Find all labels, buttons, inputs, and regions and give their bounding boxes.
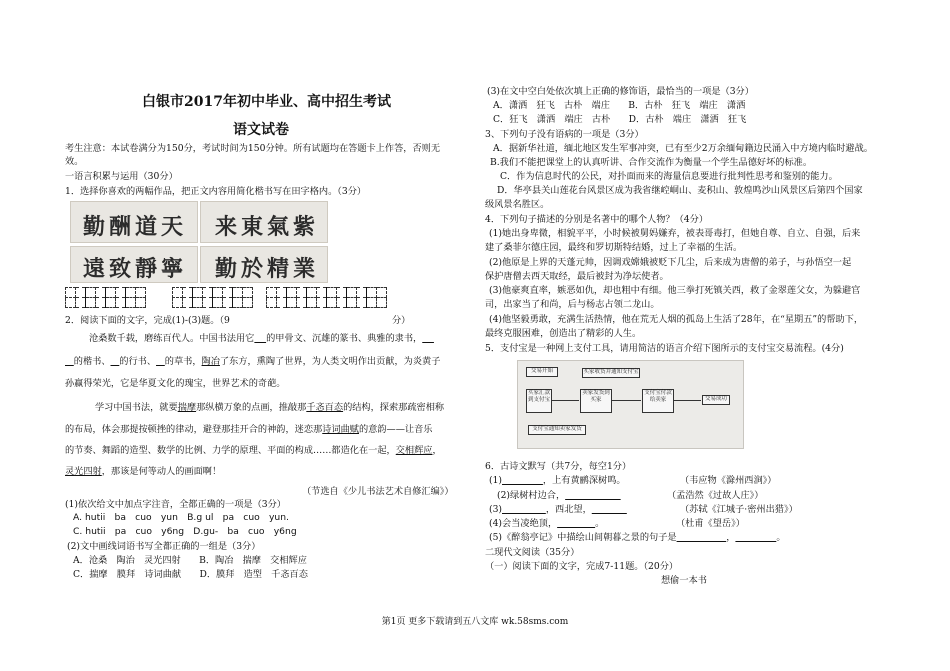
question-6-3-source: （苏轼《江城子·密州出猎》） [680,504,798,515]
question-6-2-source: （孟浩然《过故人庄》） [667,490,764,501]
section-1-heading: 一语言积累与运用（30分） [65,171,178,182]
question-3-option-a: A．据新华社道，缅北地区发生军事冲突，已有至少2万余缅甸籍边民涌入中方境内临时避战。 [493,143,873,154]
reading-1-heading: （一）阅读下面的文字，完成7-11题。（20分） [485,561,679,572]
calligraphy-text-4: 勤於精業 [215,256,320,282]
calligraphy-text-1: 勤酬道天 [83,214,188,240]
flow-arrow-1 [551,400,579,401]
question-3: 3、下列句子没有语病的一项是（3分） [485,129,644,140]
question-6-1: (1) ，上有黄鹂深树鸣。 [489,475,626,486]
alipay-flow-diagram [517,360,744,449]
question-2-1: (1)依次给文中加点字注音，全都正确的一项是（3分） [65,499,286,510]
question-4-1a: (1)她出身卑微，相貌平平，小时候被舅妈嫌弃，被表哥毒打，但她自尊、自立、自强，后来 [489,228,861,239]
question-6-1-source: （韦应物《滁州西涧》） [680,475,777,486]
question-3-option-d-1: D．华亭县关山莲花台风景区成为我省继崆峒山、麦积山、敦煌鸣沙山风景区后第四个国家 [497,185,863,196]
question-1: 1．选择你喜欢的两幅作品，把正文内容用简化楷书写在田字格内。（3分） [65,186,367,197]
section-2-heading: 二现代文阅读（35分） [485,547,580,558]
question-4: 4．下列句子描述的分别是名著中的哪个人物？（4分） [485,214,709,225]
calligraphy-image-4 [200,246,328,283]
passage-line-2: 的楷书、 的行书、 的草书，陶冶了东方，熏陶了世界，为人类文明作出贡献，为炎黄子 [73,356,441,367]
question-2-intro-tail: 分） [392,315,411,326]
question-2-3-options-ab: A．潇洒 狂飞 古朴 端庄 B．古朴 狂飞 端庄 潇洒 [493,100,746,111]
question-6: 6．古诗文默写（共7分，每空1分） [485,461,632,472]
exam-subtitle: 语文试卷 [233,122,289,138]
notice-line-2: 效。 [65,156,84,167]
passage-line-7: 灵光四射，那该是何等动人的画面啊！ [65,466,222,477]
question-2-2: (2)文中画线词语书写全都正确的一组是（3分） [67,541,261,552]
calligraphy-text-3: 遠致靜寧 [83,256,188,282]
question-4-1b: 建了桑菲尔德庄园，最终和罗切斯特结婚，过上了幸福的生活。 [485,242,743,253]
writing-grid-middle[interactable] [172,287,253,308]
question-3-option-b: B.我们不能把课堂上的认真听讲、合作交流作为衡量一个学生品德好坏的标准。 [490,157,813,168]
notice-line-1: 考生注意：本试卷满分为150分，考试时间为150分钟。所有试题均在答题卡上作答，否则无 [65,143,441,154]
question-6-5: (5)《醉翁亭记》中描绘山间朝暮之景的句子是 ， 。 [489,532,786,543]
question-4-2a: (2)他原是上界的天蓬元帅，因调戏嫦娥被贬下几尘，后来成为唐僧的弟子，与孙悟空一起 [489,257,852,268]
passage-source: （节选自《少儿书法艺术自修汇编》） [302,486,454,497]
question-6-4: (4)会当凌绝顶， 。 [489,518,605,529]
flow-confirm: 买家收货并通知支付宝 [582,368,640,378]
flow-arrow-3 [673,400,701,401]
flow-done: 交易成功 [702,395,730,405]
question-6-4-source: （杜甫《望岳》） [676,518,745,529]
flow-ship: 卖家发货到买家 [580,389,612,413]
question-4-2b: 保护唐僧去西天取经，最后被封为净坛使者。 [485,271,669,282]
question-2-3-options-cd: C．狂飞 潇洒 端庄 古朴 D．古朴 端庄 潇洒 狂飞 [493,114,747,125]
question-4-3b: 司，出家当了和尚，后与杨志占领二龙山。 [485,299,660,310]
question-6-3: (3) ，西北望， [489,504,592,515]
flow-start: 交易开始 [526,367,558,377]
passage-line-5: 的布局，体会那提按顿挫的律动，避登那挂开合的神韵，迷恋那诗词曲赋的意韵——让音乐 [65,424,433,435]
question-6-2: (2)绿树村边合， [497,490,566,501]
flow-buyer-pay: 买家汇款到支付宝 [526,389,552,413]
question-3-option-c: C．作为信息时代的公民，对扑面而来的海量信息要进行批判性思考和鉴别的能力。 [500,171,838,182]
question-2-2-options-ab: A．沧桑 陶治 灵光四射 B．陶冶 揣摩 交相辉应 [73,555,307,566]
question-3-option-d-2: 级风景名胜区。 [485,199,550,210]
passage-line-6: 的节奏、舞蹈的造型、数学的比例、力学的原理、平面的构成……都造化在一起，交相辉应， [65,445,442,456]
question-2-3: (3)在文中空白处依次填上正确的修饰语，最恰当的一项是（3分） [487,86,754,97]
question-4-3a: (3)他豪爽直率，嫉恶如仇，却也粗中有细。他三拳打死镇关西，救了金翠莲父女，为躲避官 [489,285,861,296]
question-2-1-options-ab: A. hutii ba cuo yun B.g ul pa cuo yun. [73,512,289,523]
calligraphy-image-1 [70,201,198,243]
question-2-intro: 2．阅读下面的文字，完成(1)-(3)题。（9 [65,315,230,326]
question-4-4a: (4)他坚毅勇敢，充满生活热情，他在荒无人烟的孤岛上生活了28年，在“星期五”的帮助下， [489,314,864,325]
passage-line-3: 孙赢得荣光，它是华夏文化的瑰宝，世界艺术的奇葩。 [65,378,286,389]
passage-line-4: 学习中国书法，就要揣摩那纵横万象的点画，推敲那千忞百态的结构，探索那疏密相称 [95,402,445,413]
question-2-2-options-cd: C．揣摩 膜拜 诗词曲献 D．膜拜 造型 千忞百态 [73,569,308,580]
flow-notify: 支付宝通知卖家发货 [528,425,586,435]
passage-line-1: 沧桑数千载，磨练百代人。中国书法用它 的甲骨文、沉雄的篆书、典雅的隶书， [89,333,423,344]
calligraphy-image-2 [200,201,328,243]
question-5: 5．支付宝是一种网上支付工具，请用简洁的语言介绍下图所示的支付宝交易流程。(4分) [485,343,844,354]
flow-release: 支付宝付款给卖家 [642,389,674,413]
reading-title: 想偷一本书 [661,575,707,586]
question-4-4b: 最终克服困难，创造出了精彩的人生。 [485,328,642,339]
calligraphy-text-2: 来東氣紫 [215,214,320,240]
page-footer: 第1页 更多下载请到五八文库 wk.58sms.com [381,617,569,627]
exam-title: 白银市2017年初中毕业、高中招生考试 [142,94,391,110]
writing-grid-left[interactable] [65,287,146,308]
question-2-1-options-cd: C. hutii pa cuo y6ng D.gu- ba cuo y6ng [73,526,297,537]
calligraphy-image-3 [70,246,198,283]
flow-arrow-2 [611,400,641,401]
writing-grid-right[interactable] [266,287,387,308]
